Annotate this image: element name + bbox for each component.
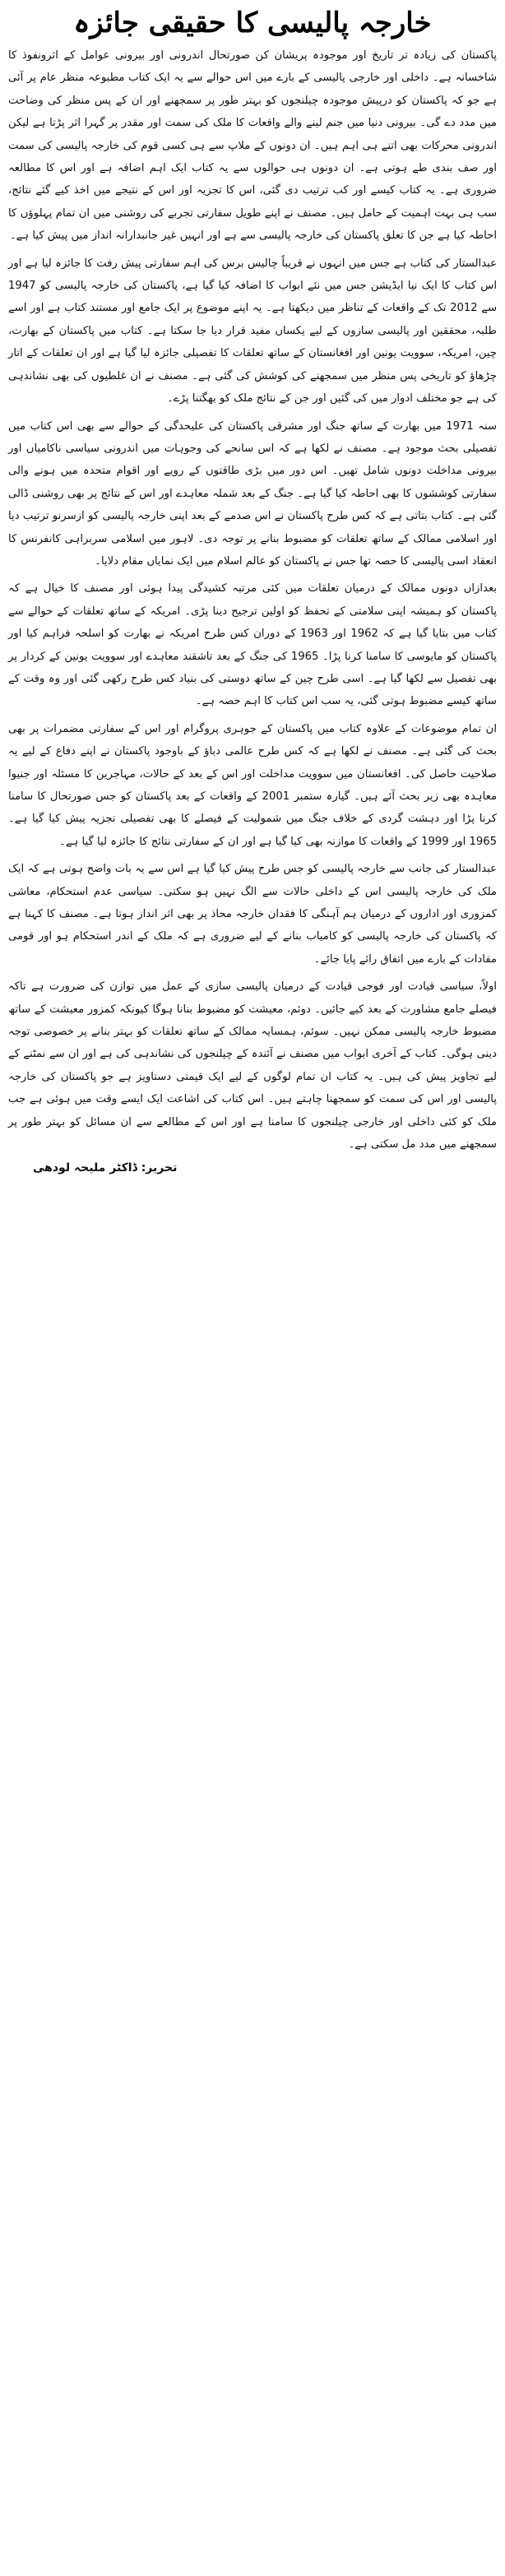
article-paragraph: عبدالستار کی کتاب ہے جس میں انہوں نے قریباً چالیس برس کی اہم سفارتی پیش رفت کا جائزہ لیا ہے اور اس کتاب کا ایک نیا ایڈیشن جس میں نئے ابواب کا اضافہ کیا گیا ہے، پاکستان کی خارجہ پالیسی کو 1947 سے 2012 تک کے واقعات کے تناظر میں دیکھتا ہے۔ یہ اپنے موضوع پر ایک جامع اور مستند کتاب ہے اور اسے طلبہ، محققین اور پالیسی سازوں کے لیے یکساں مفید قرار دیا جا سکتا ہے۔ کتاب میں پاکستان کے بھارت، چین، امریکہ، سوویت یونین اور افغانستان کے ساتھ تعلقات کا تفصیلی جائزہ لیا گیا ہے اور ان تعلقات کے اتار چڑھاؤ کو تاریخی پس منظر میں سمجھنے کی کوشش کی گئی ہے۔ مصنف نے ان غلطیوں کی بھی نشاندہی کی ہے جو مختلف ادوار میں کی گئیں اور جن کے نتائج ملک کو بھگتنا پڑے۔ — [8, 257, 498, 405]
article-body — [8, 44, 497, 1156]
article-paragraph: ان تمام موضوعات کے علاوہ کتاب میں پاکستان کے جوہری پروگرام اور اس کے سفارتی مضمرات پر بھی بحث کی گئی ہے۔ مصنف نے لکھا ہے کہ کس طرح عالمی دباؤ کے باوجود پاکستان نے اپنے دفاع کے لیے یہ صلاحیت حاصل کی۔ افغانستان میں سوویت مداخلت اور اس کے بعد کے حالات، مہاجرین کا مسئلہ اور جنیوا معاہدہ بھی زیر بحث آئے ہیں۔ گیارہ ستمبر 2001 کے واقعات کے بعد پاکستان کو جس صورتحال کا سامنا کرنا پڑا اور دہشت گردی کے خلاف جنگ میں شمولیت کے فیصلے کا بھی تفصیلی تجزیہ پیش کیا گیا ہے۔ 1965 اور 1999 کے واقعات کا موازنہ بھی کیا گیا ہے اور ان کے سفارتی نتائج کا جائزہ لیا گیا ہے۔ — [8, 722, 498, 848]
article-paragraph: پاکستان کی زیادہ تر تاریخ اور موجودہ پریشان کن صورتحال اندرونی اور بیرونی عوامل کے اثرونفوذ کا شاخسانہ ہے۔ داخلی اور خارجی پالیسی کے بارے میں اس حوالے سے یہ ایک کتاب مطبوعہ منظر عام پر آئی ہے جو کہ پاکستان کو درپیش موجودہ چیلنجوں کو بہتر طور پر سمجھنے اور ان کے پس منظر کی وضاحت میں مدد دے گی۔ بیرونی دنیا میں جنم لینے والے واقعات کا ملک کی سمت اور مقدر پر گہرا اثر پڑتا ہے لیکن اندرونی محرکات بھی اتنے ہی اہم ہیں۔ ان دونوں کے ملاپ سے ہی کسی قوم کی خارجہ پالیسی کی سمت اور صف بندی طے ہوتی ہے۔ ان دونوں ہی حوالوں سے یہ کتاب ایک اہم اضافہ ہے اور اس کا مطالعہ ضروری ہے۔ یہ کتاب کیسے اور کب ترتیب دی گئی، اس کا تجزیہ اور اس کے نتیجے میں اخذ کیے گئے نتائج، سب ہی بہت اہمیت کے حامل ہیں۔ مصنف نے اپنے طویل سفارتی تجربے کی روشنی میں ان تمام پہلوؤں کا احاطہ کیا ہے جن کا تعلق پاکستان کی خارجہ پالیسی سے ہے اور انہیں غیر جانبدارانہ انداز میں پیش کیا ہے۔ — [8, 49, 497, 243]
newspaper-article — [0, 5, 505, 2576]
author-byline: تحریر: ڈاکٹر ملیحہ لودھی — [33, 1161, 178, 1174]
article-paragraph: بعدازاں دونوں ممالک کے درمیان تعلقات میں کئی مرتبہ کشیدگی پیدا ہوئی اور مصنف کا خیال ہے کہ پاکستان کو ہمیشہ اپنی سلامتی کے تحفظ کو اولین ترجیح دینا پڑی۔ امریکہ کے ساتھ تعلقات کے حوالے سے کتاب میں بتایا گیا ہے کہ 1962 اور 1963 کے دوران کس طرح امریکہ نے بھارت کو اسلحہ فراہم کیا اور پاکستان کو مایوسی کا سامنا کرنا پڑا۔ 1965 کی جنگ کے بعد تاشقند معاہدے اور سوویت یونین کے کردار پر بھی تفصیل سے لکھا گیا ہے۔ اسی طرح چین کے ساتھ دوستی کی بنیاد کس طرح رکھی گئی اور وہ وقت کے ساتھ کیسے مضبوط ہوتی گئی، یہ سب اس کتاب کا اہم حصہ ہے۔ — [8, 582, 497, 708]
article-paragraph: سنہ 1971 میں بھارت کے ساتھ جنگ اور مشرقی پاکستان کی علیحدگی کے حوالے سے بھی اس کتاب میں تفصیلی بحث موجود ہے۔ مصنف نے لکھا ہے کہ اس سانحے کی وجوہات میں اندرونی سیاسی ناکامیاں اور بیرونی مداخلت دونوں شامل تھیں۔ اس دور میں بڑی طاقتوں کے رویے اور اقوام متحدہ میں ہونے والی سفارتی کوششوں کا بھی احاطہ کیا گیا ہے۔ جنگ کے بعد شملہ معاہدے اور اس کے نتائج پر بھی روشنی ڈالی گئی ہے۔ کتاب بتاتی ہے کہ کس طرح پاکستان نے اس صدمے کے بعد اپنی خارجہ پالیسی کو ازسرنو ترتیب دیا اور اسلامی ممالک کے ساتھ تعلقات کو مضبوط بنانے پر توجہ دی۔ لاہور میں اسلامی سربراہی کانفرنس کا انعقاد اسی پالیسی کا حصہ تھا جس نے پاکستان کو عالم اسلام میں ایک نمایاں مقام دلایا۔ — [8, 419, 497, 568]
article-title: خارجہ پالیسی کا حقیقی جائزہ — [73, 7, 432, 39]
article-paragraph: عبدالستار کی جانب سے خارجہ پالیسی کو جس طرح پیش کیا گیا ہے اس سے یہ بات واضح ہوتی ہے کہ ایک ملک کی خارجہ پالیسی اس کے داخلی حالات سے الگ نہیں ہو سکتی۔ سیاسی عدم استحکام، معاشی کمزوری اور اداروں کے درمیان ہم آہنگی کا فقدان خارجہ محاذ پر بھی اثر انداز ہوتا ہے۔ مصنف کا کہنا ہے کہ پاکستان کی خارجہ پالیسی کو کامیاب بنانے کے لیے ضروری ہے کہ ملک کے اندر استحکام ہو اور قومی مفادات کے بارے میں اتفاق رائے پایا جائے۔ — [8, 863, 497, 966]
article-paragraph: اولاً، سیاسی قیادت اور فوجی قیادت کے درمیان پالیسی سازی کے عمل میں توازن کی ضرورت ہے تاکہ فیصلے جامع مشاورت کے بعد کیے جائیں۔ دوئم، معیشت کو مضبوط بنانا ہوگا کیونکہ کمزور معیشت کے ساتھ مضبوط خارجہ پالیسی ممکن نہیں۔ سوئم، ہمسایہ ممالک کے ساتھ تعلقات کو بہتر بنانے پر خصوصی توجہ دینی ہوگی۔ کتاب کے آخری ابواب میں مصنف نے آئندہ کے چیلنجوں کی نشاندہی کی ہے اور ان سے نمٹنے کے لیے تجاویز پیش کی ہیں۔ یہ کتاب ان تمام لوگوں کے لیے ایک قیمتی دستاویز ہے جو پاکستان کی خارجہ پالیسی اور اس کی سمت کو سمجھنا چاہتے ہیں۔ اس کتاب کی اشاعت ایک ایسے وقت میں ہوئی ہے جب ملک کو کئی داخلی اور خارجی چیلنجوں کا سامنا ہے اور اس کے مطالعے سے ان مسائل کو بہتر طور پر سمجھنے میں مدد مل سکتی ہے۔ — [8, 980, 497, 1151]
